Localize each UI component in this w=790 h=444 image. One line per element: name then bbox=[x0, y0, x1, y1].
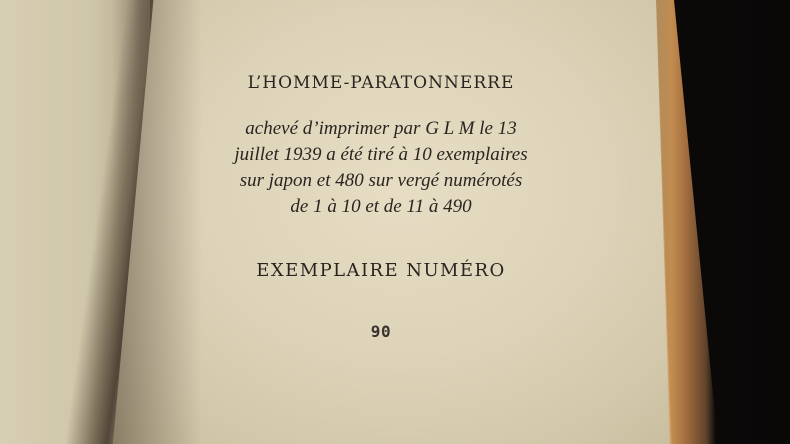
statement-line: achevé d’imprimer par G L M le 13 bbox=[245, 118, 517, 139]
copy-number: 90 bbox=[370, 322, 392, 341]
colophon bbox=[186, 72, 576, 341]
statement-line: de 1 à 10 et de 11 à 490 bbox=[290, 196, 472, 217]
copy-number-label: EXEMPLAIRE NUMÉRO bbox=[256, 260, 506, 281]
statement-line: sur japon et 480 sur vergé numérotés bbox=[239, 170, 523, 191]
statement-line: juillet 1939 a été tiré à 10 exemplaires bbox=[234, 144, 528, 165]
book-title: L’HOMME-PARATONNERRE bbox=[247, 73, 515, 93]
printing-statement bbox=[186, 116, 576, 220]
